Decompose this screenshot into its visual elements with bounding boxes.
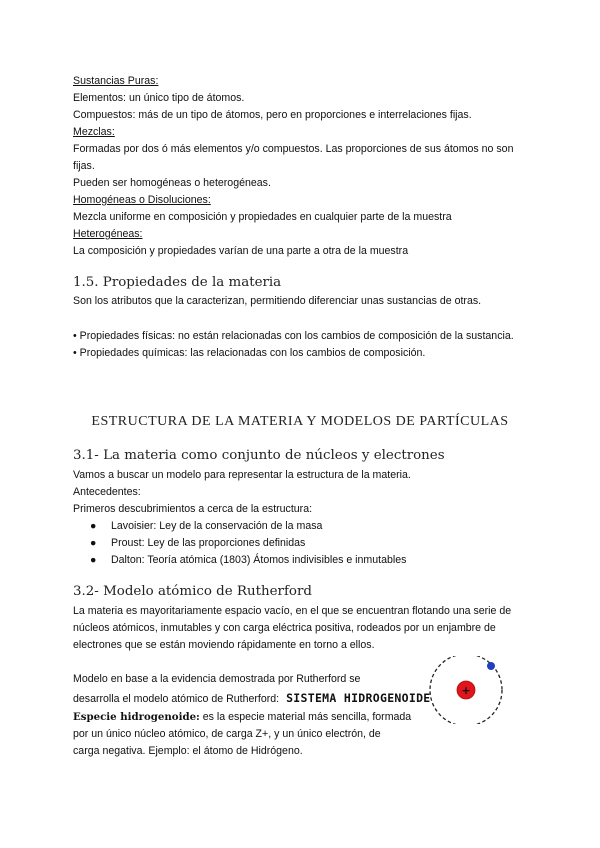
bullet-icon: • — [73, 330, 77, 342]
homogeneas-heading: Homogéneas o Disoluciones: — [73, 194, 211, 206]
mezclas-line-2: fijas. — [73, 160, 95, 172]
s31-heading: 3.1- La materia como conjunto de núcleos y electrones — [73, 448, 445, 463]
especie-line-1 — [73, 710, 411, 725]
mezclas-line-1: Formadas por dos ó más elementos y/o compuestos. Las proporciones de sus átomos no son — [73, 143, 514, 155]
list-item-text: Lavoisier: Ley de la conservación de la masa — [111, 520, 323, 532]
list-item-text: Proust: Ley de las proporciones definidas — [111, 537, 306, 549]
propiedades-intro: Son los atributos que la caracterizan, permitiendo diferenciar unas sustancias de otras. — [73, 295, 482, 307]
s31-line-1: Vamos a buscar un modelo para representar la estructura de la materia. — [73, 469, 411, 481]
heterogeneas-heading: Heterogéneas: — [73, 228, 143, 240]
mezclas-line-3: Pueden ser homogéneas o heterogéneas. — [73, 177, 271, 189]
hydrogen-atom-diagram — [426, 656, 506, 724]
bullet-icon: ● — [90, 537, 97, 549]
s32-line-3: electrones que se están moviendo rápidamente en torno a ellos. — [73, 639, 375, 651]
elementos-text: Elementos: un único tipo de átomos. — [73, 92, 245, 104]
bullet-icon: ● — [90, 520, 97, 532]
modelo-line-2 — [73, 691, 431, 707]
modelo-line-1: Modelo en base a la evidencia demostrada por Rutherford se — [73, 673, 361, 685]
mezclas-heading: Mezclas: — [73, 126, 115, 138]
electron-icon — [487, 662, 495, 670]
compuestos-text: Compuestos: más de un tipo de átomos, pero en proporciones e interrelaciones fijas. — [73, 109, 472, 121]
homogeneas-text: Mezcla uniforme en composición y propiedades en cualquier parte de la muestra — [73, 211, 452, 223]
heterogeneas-text: La composición y propiedades varían de una parte a otra de la muestra — [73, 245, 409, 257]
nucleus-charge-label: + — [461, 684, 471, 697]
bullet-icon: • — [73, 347, 77, 359]
s32-heading: 3.2- Modelo atómico de Rutherford — [73, 584, 312, 599]
s31-line-3: Primeros descubrimientos a cerca de la estructura: — [73, 503, 313, 515]
especie-term: Especie hidrogenoide: — [73, 711, 200, 723]
list-item-text: Dalton: Teoría atómica (1803) Átomos indivisibles e inmutables — [111, 554, 407, 566]
s32-line-1: La materia es mayoritariamente espacio vacío, en el que se encuentran flotando una serie de — [73, 605, 512, 617]
propiedades-item-text: Propiedades químicas: las relacionadas con los cambios de composición. — [79, 347, 426, 359]
sustancias-puras-heading: Sustancias Puras: — [73, 75, 159, 87]
especie-line-2: por un único núcleo atómico, de carga Z+, y un único electrón, de — [73, 728, 381, 740]
propiedades-item-quimicas — [73, 346, 425, 361]
bullet-icon: ● — [90, 554, 97, 566]
especie-line-3: carga negativa. Ejemplo: el átomo de Hidrógeno. — [73, 745, 303, 757]
propiedades-item-fisicas — [73, 329, 514, 344]
propiedades-item-text: Propiedades físicas: no están relacionadas con los cambios de composición de la sustancia. — [79, 330, 514, 342]
sistema-hidrogenoide-label: SISTEMA HIDROGENOIDE — [286, 691, 431, 705]
modelo-line-2-prefix: desarrolla el modelo atómico de Rutherford: — [73, 693, 280, 705]
section-title: ESTRUCTURA DE LA MATERIA Y MODELOS DE PARTÍCULAS — [91, 414, 509, 429]
especie-line-1-rest: es la especie material más sencilla, formada — [199, 711, 412, 723]
s31-line-2: Antecedentes: — [73, 486, 141, 498]
propiedades-heading: 1.5. Propiedades de la materia — [73, 275, 282, 290]
s32-line-2: núcleos atómicos, inmutables y con carga eléctrica positiva, rodeados por un enjambre de — [73, 622, 496, 634]
